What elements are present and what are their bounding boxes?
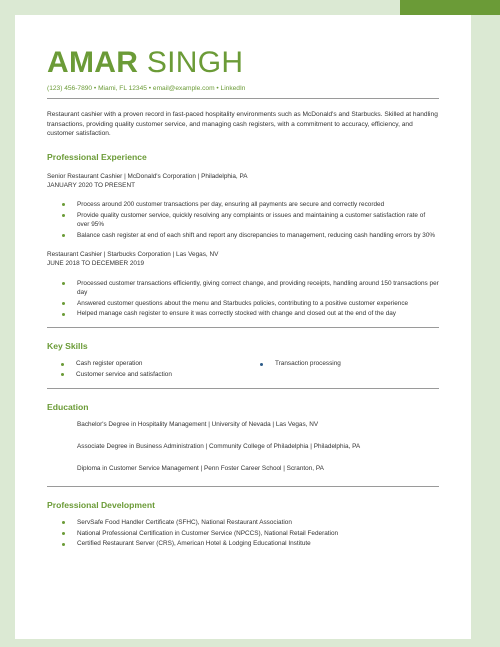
list-item: National Professional Certification in Customer Service (NPCCS), National Retail Federation [61,529,439,539]
education-item: Bachelor's Degree in Hospitality Management | University of Nevada | Las Vegas, NV [77,421,319,429]
education-item: Diploma in Customer Service Management | Penn Foster Career School | Scranton, PA [77,465,324,473]
skill-item: Cash register operation [61,359,254,370]
section-title-education: Education [47,402,89,413]
job-bullets [47,279,439,319]
job-entry [47,172,439,190]
skills-column-2 [254,359,341,380]
section-title-skills: Key Skills [47,341,88,352]
education-item: Associate Degree in Business Administration | Community College of Philadelphia | Philadelphia, PA [77,443,361,451]
section-title-experience: Professional Experience [47,151,147,162]
divider [47,327,439,328]
list-item: Helped manage cash register to ensure it was correctly stocked with change and closed out at the end of the day [61,309,439,319]
divider [47,486,439,487]
candidate-name [47,48,439,78]
list-item: Balance cash register at end of each shift and report any discrepancies to management, reducing cash handling errors by 30% [61,231,439,241]
skill-item: Customer service and satisfaction [61,370,254,381]
first-name: AMAR [47,46,139,79]
resume-page [15,15,471,639]
job-position: Restaurant Cashier | Starbucks Corporation | Las Vegas, NV [47,251,219,259]
summary-text: Restaurant cashier with a proven record in fast-paced hospitality environments such as McDonald's and Starbucks. Skilled at handling transactions, providing quality customer service, and managing cash registers, with a commitment to accuracy, efficiency, and customer satisfaction. [47,111,438,137]
list-item: Answered customer questions about the menu and Starbucks policies, contributing to a positive customer experience [61,299,439,309]
last-name: SINGH [146,46,244,79]
skill-item: Transaction processing [260,359,341,370]
list-item: Processed customer transactions efficiently, giving correct change, and providing receipts, handling around 150 transactions per day [61,279,439,298]
job-position: Senior Restaurant Cashier | McDonald's Corporation | Philadelphia, PA [47,172,248,180]
corner-accent-block [400,0,500,15]
skills-column-1 [47,359,254,380]
section-title-development: Professional Development [47,500,155,511]
job-dates: JUNE 2018 TO DECEMBER 2019 [47,260,145,268]
job-bullets [47,200,439,240]
list-item: Process around 200 customer transactions per day, ensuring all payments are secure and correctly recorded [61,200,439,210]
contact-info: (123) 456-7890 • Miami, FL 12345 • email@example.com • LinkedIn [47,85,439,99]
education-list [47,420,439,473]
job-dates: JANUARY 2020 TO PRESENT [47,181,135,189]
skills-list [47,359,439,380]
list-item: Certified Restaurant Server (CRS), American Hotel & Lodging Educational Institute [61,539,439,549]
development-list [47,518,439,549]
job-entry [47,250,439,268]
list-item: ServSafe Food Handler Certificate (SFHC), National Restaurant Association [61,518,439,528]
list-item: Provide quality customer service, quickly resolving any complaints or issues and maintaining a customer satisfaction rate of over 95% [61,211,439,230]
divider [47,388,439,389]
